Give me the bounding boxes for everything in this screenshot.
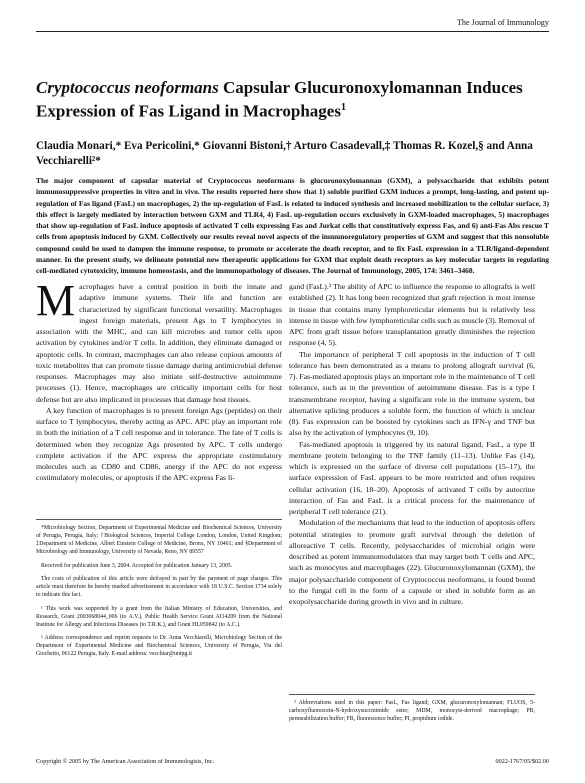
intro-paragraph-2: A key function of macrophages is to present foreign Ags (peptides) on their surface to T lymphocytes, thereby acting as APC. APC play an important role in both the initiation of a T cell response and in tolerance. The fate of T cells is determined when they recognize Ags presented by APC. T cells undergo complete activation if the APC express the appropriate costimulatory molecules such as CD80 and CD86, anergy if the APC do not express costimulatory molecules, or apoptosis if the APC express Fas li-	[36, 405, 282, 483]
costs-footnote: The costs of publication of this article were defrayed in part by the payment of page charges. This article must therefore be hereby marked advertisement in accordance with 18 U.S.C. Section 1734 solely to indicate this fact.	[36, 576, 282, 598]
right-paragraph-3: Fas-mediated apoptosis is triggered by its natural ligand, FasL, a type II membrane protein belonging to the TNF family (11–13). Unlike Fas (14), which is expressed on the surface of diverse cell populations (15–17), the surface expression of FasL appears to be more restricted and often requires cellular activation (16, 18–20). Apoptosis of activated T cells by autocrine interaction of Fas and FasL is a critical process for the maintenance of peripheral T cell tolerance (21).	[289, 439, 535, 516]
footnote-divider-right	[289, 694, 535, 695]
received-footnote: Received for publication June 3, 2004. Accepted for publication January 13, 2005.	[41, 562, 233, 569]
footnotes-left	[36, 524, 282, 664]
right-paragraph-2: The importance of peripheral T cell apoptosis in the induction of T cell tolerance has been demonstrated as a means to prolong allograft survival (6, 7). Fas-mediated apoptosis plays an important role in the maintenance of T cell tolerance, such as in the prevention of autoimmune disease. Fas is a type I transmembrane receptor, having a significant role in the immune system, but alternative splicing produces a soluble form, the function of which is unclear (8). Fas expression can be boosted by cytokines such as IFN-γ and TNF but also by the activation of lymphocytes (9, 10).	[289, 349, 535, 438]
journal-running-head: The Journal of Immunology	[456, 18, 549, 27]
abstract: The major component of capsular material of Cryptococcus neoformans is glucuronoxylomannan (GXM), a polysaccharide that exhibits potent immunosuppressive properties in vitro and in vivo. The results reported here show that 1) soluble purified GXM induces a prompt, long-lasting, and potent up-regulation of Fas ligand (FasL) on macrophages, 2) the up-regulation of FasL is related to induced synthesis and increased mobilization to the cellular surface, 3) this effect is largely mediated by interaction between GXM and TLR4, 4) FasL up-regulation occurs exclusively in GXM-loaded macrophages, 5) macrophages that show up-regulation of FasL induce apoptosis of activated T cells expressing Fas and Jurkat cells that constitutively express Fas, and 6) anti-Fas Abs rescue T cells from apoptosis induced by GXM. Collectively our results reveal novel aspects of the immunoregulatory properties of GXM and suggest that this nonsoluble compound could be used to dampen the immune response, to promote or accelerate the death receptor, and to fix FasL expression in a TLR/ligand-dependent manner. In the present study, we delineate potential new therapeutic applications for GXM that exploit death receptors as key molecular targets in regulating cell-mediated cytotoxicity, immune homeostasis, and the immunopathology of diseases. The Journal of Immunology, 2005, 174: 3461–3468.	[36, 176, 549, 276]
abbreviations-footnote: ³ Abbreviations used in this paper: FasL, Fas ligand; GXM, glucuronoxylomannan; FLUOS, 5-carboxyfluorescein-N-hydroxysuccinimide ester; MDM, monocyte-derived macrophage; PB, permeabilization buffer; FB, fluorescence buffer; PI, propidium iodide.	[289, 700, 535, 722]
affiliations-footnote: *Microbiology Section, Department of Experimental Medicine and Biochemical Sciences, University of Perugia, Perugia, Italy; †Biological Sciences, Imperial College London, London, United Kingdom; ‡Department of Medicine, Albert Einstein College of Medicine, Bronx, NY 10461; and §Department of Microbiology and Immunology, University of Nevada, Reno, NV 89557	[36, 525, 282, 555]
right-paragraph-1: gand (FasL).³ The ability of APC to influence the response to allografts is well established (2). It has long been recognized that graft rejection is most intense in tissue that contains many lymphoreticular elements but is relatively less intense in tissue with few lymphoreticular cells such as muscle (3). Removal of APC from graft tissue before transplantation greatly diminishes the rejection response (4, 5).	[289, 282, 536, 348]
drop-cap: M	[36, 276, 76, 325]
title-text: Capsular Glucuronoxylomannan Induces Expression of Fas Ligand in Macrophages	[36, 78, 523, 121]
issn-price: 0022-1767/05/$02.00	[495, 758, 549, 765]
right-paragraph-4: Modulation of the mechanisms that lead to the induction of apoptosis offers potential strategies to promote graft survival through the deletion of alloreactive T cells. Recently, polysaccharides of microbial origin were described as potent immunomodulators that may target both T cells and APC, such as monocytes and macrophages (22). Glucuronoxylomannan (GXM), the major polysaccharide component of Cryptococcus neoformans, is found bound to the fungal cell in the form of a capsule or shed in soluble form as an exopolysaccharide during growth in vivo and in culture.	[289, 518, 535, 606]
correspondence-footnote: ² Address correspondence and reprint requests to Dr. Anna Vecchiarelli, Microbiology Section of the Department of Experimental Medicine and Biochemical Sciences, University of Perugia, Via del Giochetto, 06122 Perugia, Italy. E-mail address: vecchiar@unipg.it	[36, 635, 282, 657]
paragraph-text: acrophages have a central position in both the innate and adaptive immune systems. Their life and function are characterized by significant functional versatility. Macrophages ingest foreign materials, present Ags to T lymphocytes in association with the MHC, and can kill microbes and tumor cells upon activation by cytokines and/or T cells. In addition, they eliminate damaged or apoptotic cells. In contrast, macrophages can also release copious amounts of toxic metabolites that can promote tissue damage during antimicrobial defense responses. Macrophages may also initiate self-destructive autoimmune processes (1). Hence, macrophages are critically important cells for host defense but are also implicated in processes that damage host tissues.	[36, 282, 282, 404]
author-list: Claudia Monari,* Eva Pericolini,* Giovanni Bistoni,† Arturo Casadevall,‡ Thomas R. Kozel,§ and Anna Vecchiarelli²*	[36, 140, 533, 167]
footnote-divider	[36, 519, 282, 520]
title-footnote-mark: 1	[340, 102, 346, 113]
body-column-right	[289, 281, 535, 607]
article-title	[36, 78, 549, 122]
copyright-notice: Copyright © 2005 by The American Association of Immunologists, Inc.	[36, 758, 214, 765]
header-rule	[36, 31, 549, 32]
intro-paragraph-1	[36, 276, 282, 405]
funding-footnote: ¹ This work was supported by a grant from the Italian Ministry of Education, Universities, and Research, Grant 2003068044_006 (to A.V.), Public Health Service Grant AI14209 from the National Institute for Allergy and Infectious Diseases (to T.R.K.), and Grant HL059842 (to A.C.).	[36, 605, 282, 628]
title-species: Cryptococcus neoformans	[36, 78, 219, 97]
body-column-left	[36, 276, 282, 484]
footnotes-right	[289, 699, 535, 723]
